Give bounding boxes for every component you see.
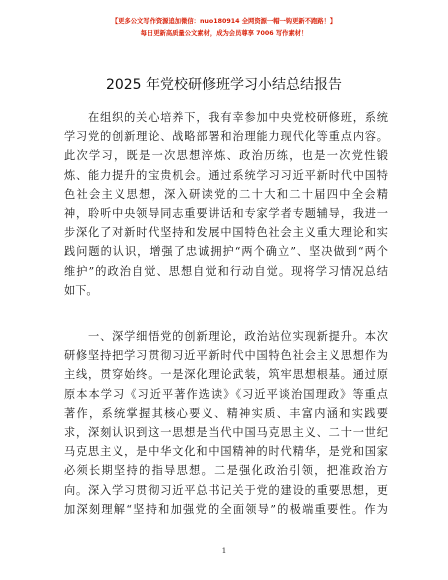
- text-line: 一、深学细悟党的创新理论，政治站位实现新提升。本次: [64, 330, 388, 343]
- text-line: 践问题的认识，增强了忠诚拥护“两个确立”、坚决做到“两个: [64, 245, 388, 259]
- text-line: 炼、能力提升的宝贵机会。通过系统学习习近平新时代中国特: [64, 168, 388, 182]
- page-number: 1: [221, 546, 227, 555]
- text-line: 主线，贯穿始终。一是深化理论武装，筑牢思想根基。通过原: [64, 368, 388, 382]
- text-line: 如下。: [64, 283, 98, 297]
- text-line: 研修坚持把学习贯彻习近平新时代中国特色社会主义思想作为: [64, 349, 388, 363]
- promo-banner-line-1: 【更多公文写作资源追加微信：nuo180914 全网资源一帽一钩更新不跑路！】: [111, 18, 337, 25]
- text-line: 原本本学习《习近平著作选读》《习近平谈治国理政》等重点: [64, 387, 388, 401]
- text-line: 在组织的关心培养下，我有幸参加中央党校研修班，系统: [64, 111, 388, 124]
- text-line: 著作，系统掌握其核心要义、精神实质、丰富内涵和实践要: [64, 406, 388, 420]
- text-line: 必须长期坚持的指导思想。二是强化政治引领，把准政治方: [64, 464, 388, 478]
- text-line: 学习党的创新理论、战略部署和治理能力现代化等重点内容。: [64, 130, 388, 144]
- text-line: 步深化了对新时代坚持和发展中国特色社会主义重大理论和实: [64, 226, 388, 240]
- document-title: 2025 年党校研修班学习小结总结报告: [105, 77, 343, 93]
- paragraph-section-1: [64, 327, 388, 519]
- promo-banner-line-2: 每日更新高质量公文素材，成为会员尊享 7006 写作素材！: [140, 30, 308, 37]
- text-line: 色社会主义思想，深入研读党的二十大和二十届四中全会精: [64, 187, 388, 201]
- text-line: 马克思主义，是中华文化和中国精神的时代精华，是党和国家: [64, 445, 388, 459]
- text-line: 此次学习，既是一次思想淬炼、政治历练，也是一次党性锻: [64, 149, 388, 163]
- paragraph-intro: [64, 108, 388, 300]
- text-line: 维护”的政治自觉、思想自觉和行动自觉。现将学习情况总结: [64, 264, 388, 278]
- text-line: 加深刻理解“坚持和加强党的全面领导”的极端重要性。作为: [64, 502, 388, 516]
- text-line: 向。深入学习贯彻习近平总书记关于党的建设的重要思想，更: [64, 483, 388, 497]
- text-line: 求，深刻认识到这一思想是当代中国马克思主义、二十一世纪: [64, 426, 388, 440]
- text-line: 神，聆听中央领导同志重要讲话和专家学者专题辅导，我进一: [64, 207, 388, 221]
